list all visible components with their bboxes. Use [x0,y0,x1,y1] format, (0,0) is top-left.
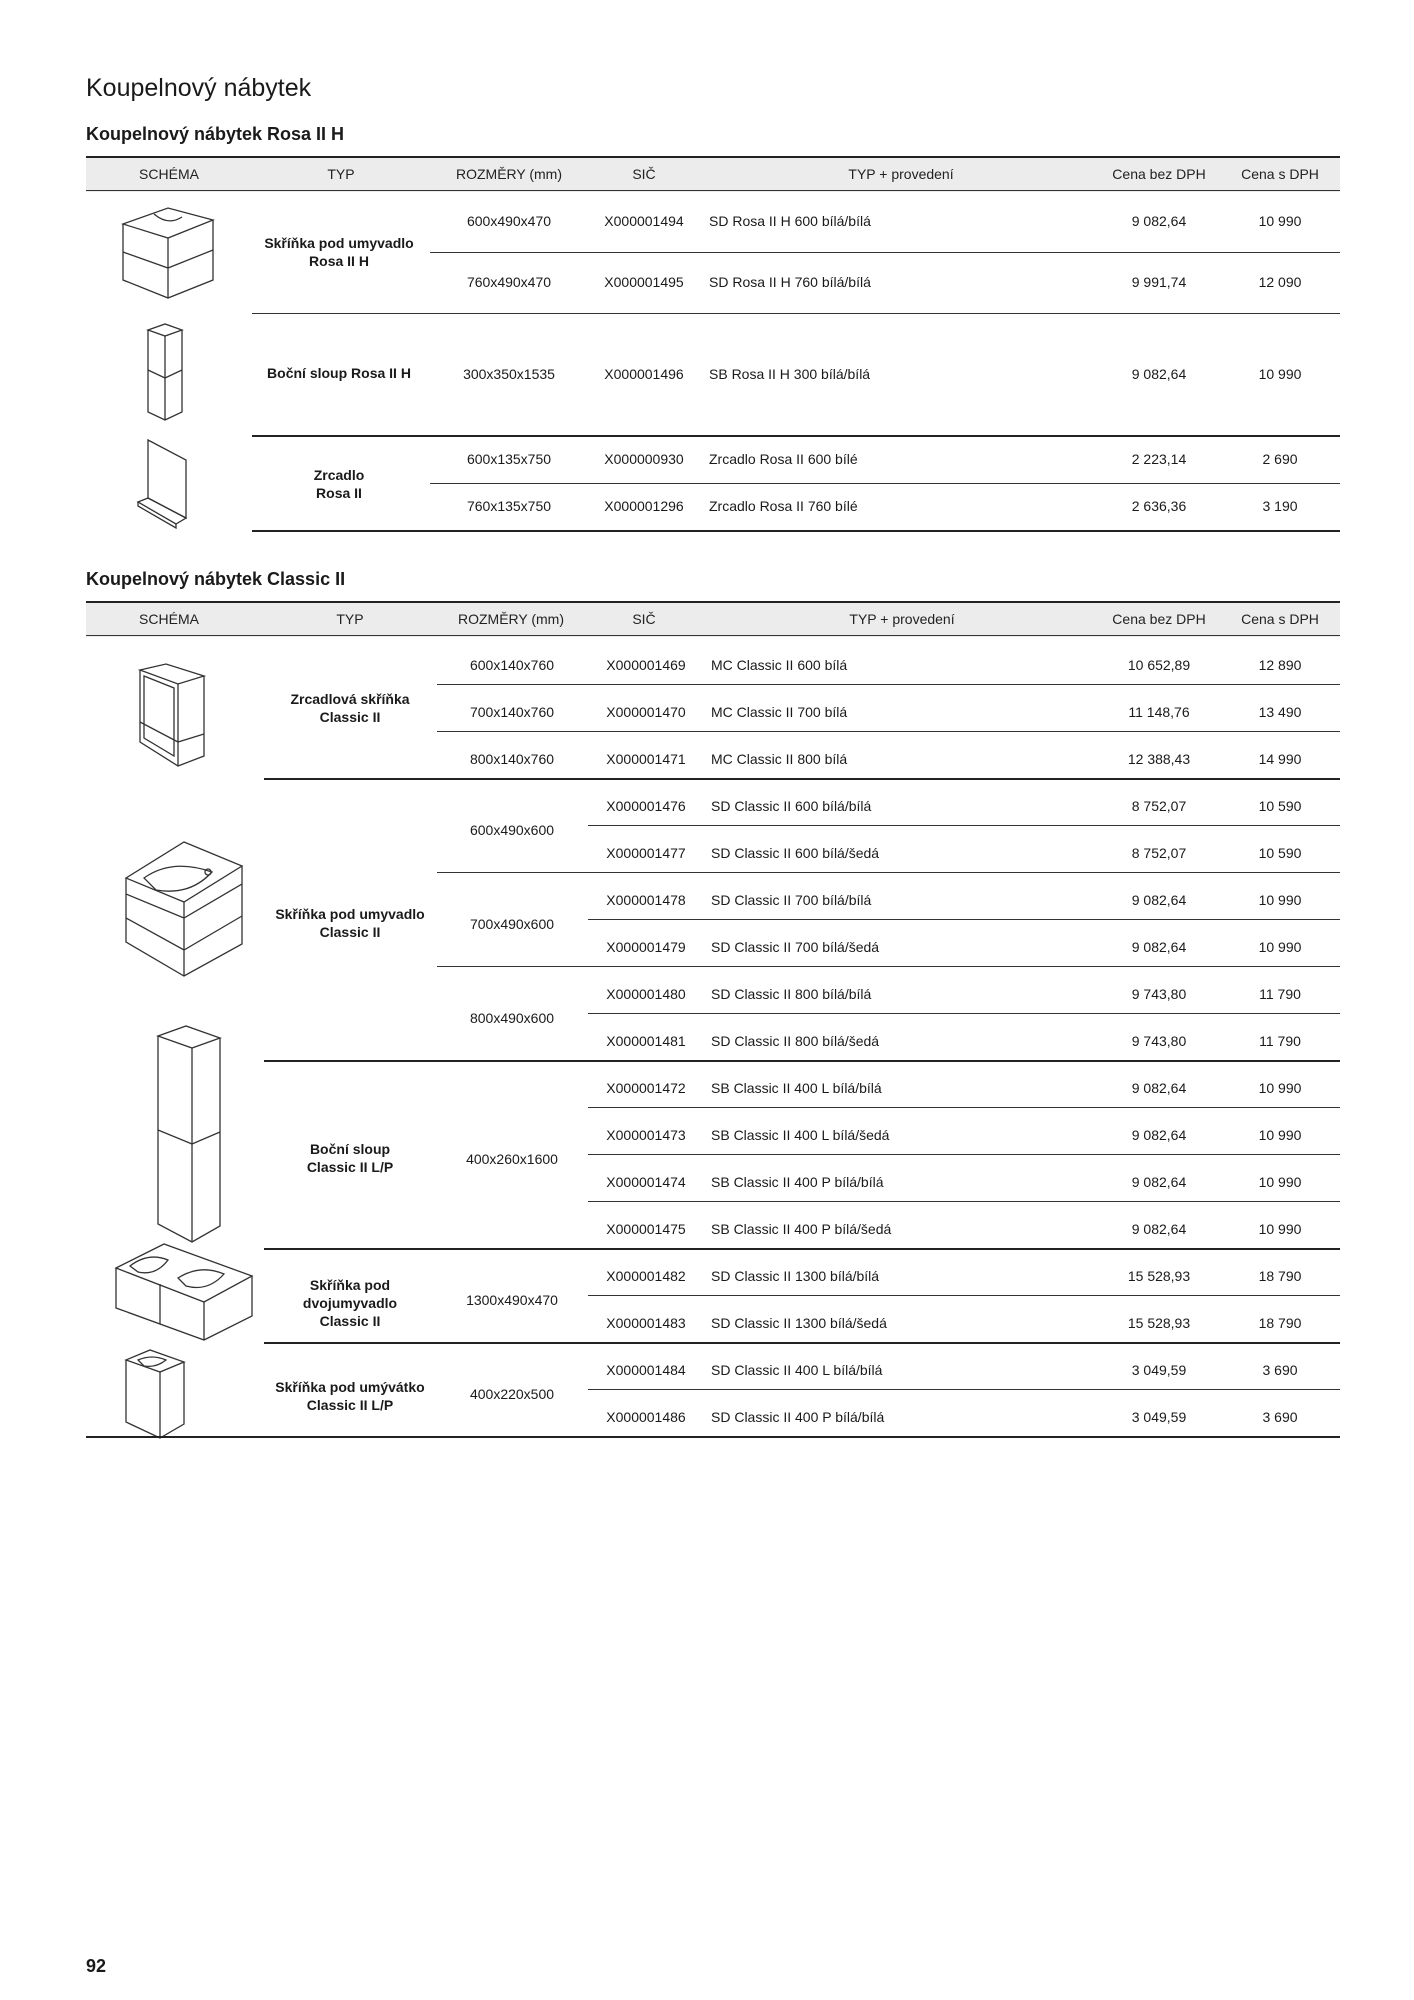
small-vanity-icon [122,1348,188,1440]
cell-sic: X000001475 [606,1221,686,1237]
cell-sic: X000001471 [606,751,686,767]
group-divider [264,1342,1340,1344]
cell-sic: X000001494 [604,213,684,229]
cell-price-gross: 10 590 [1258,798,1302,814]
header-divider [86,635,1340,636]
cell-sic: X000001496 [604,366,684,382]
cell-sic: X000001483 [606,1315,686,1331]
cell-desc: SB Classic II 400 P bílá/šedá [711,1221,892,1237]
cell-price-net: 15 528,93 [1127,1315,1191,1331]
double-vanity-icon [112,1240,256,1340]
table-header-rosa [86,156,1340,192]
row-divider [588,1389,1340,1390]
vanity-unit-icon [118,204,218,300]
table-bottom-border [252,530,1340,532]
cell-sic: X000001479 [606,939,686,955]
row-divider [588,1154,1340,1155]
cell-price-gross: 2 690 [1262,451,1298,467]
header-schema: SCHÉMA [139,611,199,627]
cell-price-gross: 10 590 [1258,845,1302,861]
type-label-mirror-cabinet: Zrcadlová skříňka Classic II [290,691,410,725]
cell-sic: X000001486 [606,1409,686,1425]
cell-sic: X000001470 [606,704,686,720]
cell-price-net: 8 752,07 [1131,798,1187,814]
cell-price-gross: 10 990 [1258,1080,1302,1096]
cell-sic: X000001478 [606,892,686,908]
header-divider [86,190,1340,191]
cell-dim: 1300x490x470 [466,1292,558,1308]
header-provedeni: TYP + provedení [848,166,954,182]
cell-desc: SD Classic II 700 bílá/bílá [711,892,872,908]
cell-sic: X000001495 [604,274,684,290]
cell-price-gross: 12 090 [1258,274,1302,290]
type-label-side-column: Boční sloup Classic II L/P [306,1141,394,1175]
group-divider [264,778,1340,780]
type-label-rosa-vanity: Skříňka pod umyvadlo Rosa II H [264,235,414,269]
cell-dim: 300x350x1535 [463,366,555,382]
cell-desc: SD Classic II 700 bílá/šedá [711,939,880,955]
header-typ: TYP [327,166,355,182]
cell-dim: 760x490x470 [466,274,552,290]
cell-price-gross: 10 990 [1258,213,1302,229]
cell-desc: SB Classic II 400 L bílá/šedá [711,1127,890,1143]
row-divider [588,825,1340,826]
group-divider [264,1248,1340,1250]
cell-dim: 600x490x600 [469,822,555,838]
header-cena-s: Cena s DPH [1241,166,1319,182]
mirror-cabinet-icon [136,662,208,768]
cell-price-net: 9 082,64 [1131,366,1187,382]
row-divider [588,1013,1340,1014]
type-label-double-vanity: Skříňka pod dvojumyvadlo Classic II [302,1277,398,1329]
cell-price-net: 2 223,14 [1131,451,1187,467]
cell-price-net: 9 082,64 [1131,939,1187,955]
group-divider [264,1060,1340,1062]
row-divider [588,1107,1340,1108]
cell-price-net: 11 148,76 [1128,704,1190,720]
cell-desc: SD Classic II 1300 bílá/bílá [711,1268,880,1284]
cell-dim: 800x140x760 [469,751,555,767]
row-divider [437,966,1340,967]
group-divider [252,435,1340,437]
cell-dim: 700x140x760 [469,704,555,720]
cell-desc: SD Rosa II H 760 bílá/bílá [709,274,871,290]
table-header-classic [86,601,1340,637]
row-divider [437,872,1340,873]
cell-price-net: 2 636,36 [1131,498,1187,514]
type-label-rosa-mirror: Zrcadlo Rosa II [313,467,365,501]
cell-sic: X000001296 [604,498,684,514]
cell-desc: SD Classic II 1300 bílá/šedá [711,1315,887,1331]
cell-price-net: 15 528,93 [1127,1268,1191,1284]
header-cena-bez: Cena bez DPH [1112,611,1206,627]
cell-price-gross: 18 790 [1258,1268,1302,1284]
header-cena-bez: Cena bez DPH [1112,166,1206,182]
cell-sic: X000001477 [606,845,686,861]
header-rozmery: ROZMĚRY (mm) [455,166,563,182]
row-divider [430,252,1340,253]
cell-sic: X000001469 [606,657,686,673]
cell-desc: MC Classic II 800 bílá [711,751,848,767]
cell-price-gross: 10 990 [1258,1127,1302,1143]
cell-price-net: 3 049,59 [1131,1409,1187,1425]
cell-price-gross: 12 890 [1258,657,1302,673]
cell-sic: X000001474 [606,1174,686,1190]
cell-price-gross: 3 190 [1262,498,1298,514]
cell-dim: 600x135x750 [466,451,552,467]
header-provedeni: TYP + provedení [849,611,955,627]
cell-price-net: 12 388,43 [1127,751,1191,767]
cell-desc: Zrcadlo Rosa II 600 bílé [709,451,858,467]
cell-desc: SD Classic II 800 bílá/bílá [711,986,872,1002]
cell-desc: Zrcadlo Rosa II 760 bílé [709,498,858,514]
header-sic: SIČ [632,611,656,627]
cell-sic: X000001481 [606,1033,686,1049]
cell-dim: 400x220x500 [469,1386,555,1402]
cell-price-net: 9 991,74 [1131,274,1187,290]
header-sic: SIČ [632,166,656,182]
cell-sic: X000001482 [606,1268,686,1284]
cell-dim: 600x140x760 [469,657,555,673]
cell-desc: SD Classic II 400 L bílá/bílá [711,1362,883,1378]
cell-dim: 700x490x600 [469,916,555,932]
cell-dim: 400x260x1600 [466,1151,558,1167]
cell-desc: SB Rosa II H 300 bílá/bílá [709,366,871,382]
cell-desc: SB Classic II 400 L bílá/bílá [711,1080,882,1096]
cell-price-gross: 10 990 [1258,1174,1302,1190]
cell-sic: X000001484 [606,1362,686,1378]
row-divider [437,731,1340,732]
page-title: Koupelnový nábytek [86,74,312,102]
cell-price-net: 9 082,64 [1131,1174,1187,1190]
cell-desc: SB Classic II 400 P bílá/bílá [711,1174,884,1190]
type-label-vanity: Skříňka pod umyvadlo Classic II [275,906,425,940]
row-divider [588,1295,1340,1296]
row-divider [430,483,1340,484]
row-divider [588,1201,1340,1202]
type-label-small-vanity: Skříňka pod umývátko Classic II L/P [275,1379,425,1413]
cell-dim: 600x490x470 [466,213,552,229]
cell-price-gross: 3 690 [1262,1409,1298,1425]
cell-price-gross: 10 990 [1258,939,1302,955]
cell-price-net: 9 743,80 [1131,986,1187,1002]
cell-sic: X000001476 [606,798,686,814]
page-number: 92 [86,1956,107,1976]
vanity-basin-icon [122,838,246,980]
cell-desc: SD Classic II 600 bílá/bílá [711,798,872,814]
type-label-rosa-column: Boční sloup Rosa II H [267,365,411,381]
cell-price-gross: 13 490 [1258,704,1302,720]
cell-dim: 800x490x600 [469,1010,555,1026]
cell-price-gross: 10 990 [1258,366,1302,382]
cell-price-gross: 11 790 [1259,1033,1301,1049]
cell-price-net: 10 652,89 [1127,657,1191,673]
cell-price-net: 3 049,59 [1131,1362,1187,1378]
header-schema: SCHÉMA [139,166,199,182]
mirror-shelf-icon [132,436,196,528]
cell-sic: X000001472 [606,1080,686,1096]
cell-desc: SD Classic II 600 bílá/šedá [711,845,880,861]
cell-desc: MC Classic II 600 bílá [711,657,848,673]
header-cena-s: Cena s DPH [1241,611,1319,627]
cell-price-gross: 10 990 [1258,1221,1302,1237]
row-divider [252,313,1340,314]
cell-dim: 760x135x750 [466,498,552,514]
cell-price-net: 9 082,64 [1131,892,1187,908]
cell-price-net: 9 082,64 [1131,213,1187,229]
cell-price-gross: 11 790 [1259,986,1301,1002]
section-title-classic: Koupelnový nábytek Classic II [86,569,346,589]
side-column-icon [140,322,190,422]
header-rozmery: ROZMĚRY (mm) [457,611,565,627]
row-divider [588,919,1340,920]
cell-price-net: 9 082,64 [1131,1127,1187,1143]
header-typ: TYP [336,611,364,627]
cell-desc: SD Classic II 800 bílá/šedá [711,1033,880,1049]
cell-price-net: 8 752,07 [1131,845,1187,861]
cell-sic: X000001480 [606,986,686,1002]
row-divider [437,684,1340,685]
cell-desc: SD Classic II 400 P bílá/bílá [711,1409,885,1425]
tall-column-icon [154,1024,224,1244]
cell-price-gross: 10 990 [1258,892,1302,908]
cell-sic: X000000930 [604,451,684,467]
cell-price-net: 9 743,80 [1131,1033,1187,1049]
cell-price-net: 9 082,64 [1131,1080,1187,1096]
cell-price-gross: 14 990 [1258,751,1302,767]
cell-price-gross: 3 690 [1262,1362,1298,1378]
cell-sic: X000001473 [606,1127,686,1143]
cell-desc: SD Rosa II H 600 bílá/bílá [709,213,871,229]
cell-price-gross: 18 790 [1258,1315,1302,1331]
table-bottom-border [86,1436,1340,1438]
section-title-rosa: Koupelnový nábytek Rosa II H [86,124,345,144]
cell-price-net: 9 082,64 [1131,1221,1187,1237]
cell-desc: MC Classic II 700 bílá [711,704,848,720]
